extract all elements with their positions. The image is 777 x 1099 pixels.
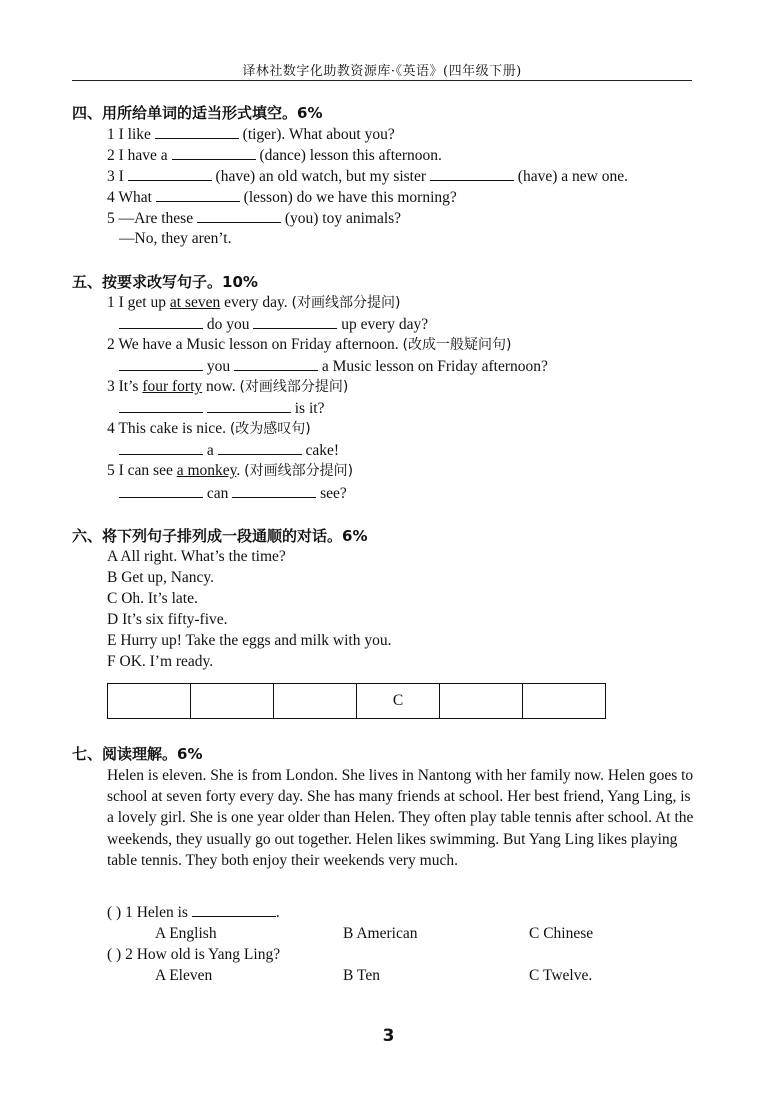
option-b: B Ten <box>343 967 380 984</box>
page-number: 3 <box>382 1026 395 1046</box>
sec4-question-5: 5 —Are these (you) toy animals? <box>107 210 402 227</box>
sec4-question-4: 4 What (lesson) do we have this morning? <box>107 189 457 206</box>
sec5-answer-4: a cake! <box>119 440 339 461</box>
sec5-question-4: 4 This cake is nice. (改为感叹句) <box>107 420 311 437</box>
answer-blank[interactable] <box>119 440 203 455</box>
option-c: C Twelve. <box>529 967 593 984</box>
sec5-answer-1: do you up every day? <box>119 314 428 335</box>
answer-parentheses[interactable]: ( ) <box>107 946 122 963</box>
order-cell[interactable] <box>274 684 357 719</box>
answer-blank[interactable] <box>172 145 256 160</box>
order-cell[interactable] <box>523 684 606 719</box>
answer-blank[interactable] <box>192 902 276 917</box>
option-a: A English <box>155 925 217 942</box>
dialogue-option: D It’s six fifty-five. <box>107 611 228 628</box>
sec4-question-5-reply: —No, they aren’t. <box>119 230 232 247</box>
order-cell[interactable] <box>108 684 191 719</box>
answer-parentheses[interactable]: ( ) <box>107 904 122 921</box>
section-6-heading: 六、将下列句子排列成一段通顺的对话。6% <box>72 527 368 545</box>
answer-blank[interactable] <box>197 208 281 223</box>
option-c: C Chinese <box>529 925 594 942</box>
dialogue-option: E Hurry up! Take the eggs and milk with you. <box>107 632 392 649</box>
answer-order-table <box>107 683 606 719</box>
sec5-answer-5: can see? <box>119 483 347 504</box>
reading-passage: Helen is eleven. She is from London. She lives in Nantong with her family now. Helen goes to school at seven forty every day. She has many friends at school. Her best friend, Yang Ling, is a lovely girl. She is one year older than Helen. They often play table tennis after school. At the weekends, they usually go out together. Helen likes swimming. But Yang Ling likes playing table tennis. They both enjoy their weekends very much. <box>107 767 694 869</box>
answer-blank[interactable] <box>253 314 337 329</box>
option-b: B American <box>343 925 418 942</box>
underlined-phrase: a monkey <box>176 462 237 479</box>
answer-blank[interactable] <box>218 440 302 455</box>
option-a: A Eleven <box>155 967 213 984</box>
answer-blank[interactable] <box>128 166 212 181</box>
answer-blank[interactable] <box>119 356 203 371</box>
dialogue-option: C Oh. It’s late. <box>107 590 198 607</box>
reading-question-1: ( ) 1 Helen is . <box>107 904 280 921</box>
section-7-heading: 七、阅读理解。6% <box>72 745 203 763</box>
answer-blank[interactable] <box>119 398 203 413</box>
sec4-question-3: 3 I (have) an old watch, but my sister (have) a new one. <box>107 168 628 185</box>
answer-blank[interactable] <box>155 124 239 139</box>
sec5-question-5: 5 I can see a monkey. (对画线部分提问) <box>107 462 354 479</box>
page-header: 译林社数字化助教资源库·《英语》(四年级下册) <box>242 64 522 79</box>
answer-blank[interactable] <box>119 483 203 498</box>
answer-blank[interactable] <box>156 187 240 202</box>
underlined-phrase: four forty <box>142 378 203 395</box>
header-rule <box>72 80 692 81</box>
answer-blank[interactable] <box>119 314 203 329</box>
answer-blank[interactable] <box>207 398 291 413</box>
sec5-answer-3: is it? <box>119 398 324 419</box>
sec4-question-2: 2 I have a (dance) lesson this afternoon. <box>107 147 442 164</box>
dialogue-option: F OK. I’m ready. <box>107 653 214 670</box>
sec4-question-1: 1 I like (tiger). What about you? <box>107 126 395 143</box>
dialogue-option: B Get up, Nancy. <box>107 569 215 586</box>
reading-question-2: ( ) 2 How old is Yang Ling? <box>107 946 281 963</box>
sec5-question-3: 3 It’s four forty now. (对画线部分提问) <box>107 378 349 395</box>
sec5-question-2: 2 We have a Music lesson on Friday afternoon. (改成一般疑问句) <box>107 336 512 353</box>
section-5-heading: 五、按要求改写句子。10% <box>72 273 258 291</box>
sec5-question-1: 1 I get up at seven every day. (对画线部分提问) <box>107 294 401 311</box>
underlined-phrase: at seven <box>169 294 221 311</box>
answer-blank[interactable] <box>430 166 514 181</box>
order-cell[interactable] <box>440 684 523 719</box>
order-cell[interactable]: C <box>357 684 440 719</box>
order-cell[interactable] <box>191 684 274 719</box>
answer-blank[interactable] <box>232 483 316 498</box>
section-4-heading: 四、用所给单词的适当形式填空。6% <box>72 104 323 122</box>
dialogue-option: A All right. What’s the time? <box>107 548 286 565</box>
sec5-answer-2: you a Music lesson on Friday afternoon? <box>119 356 548 377</box>
answer-blank[interactable] <box>234 356 318 371</box>
